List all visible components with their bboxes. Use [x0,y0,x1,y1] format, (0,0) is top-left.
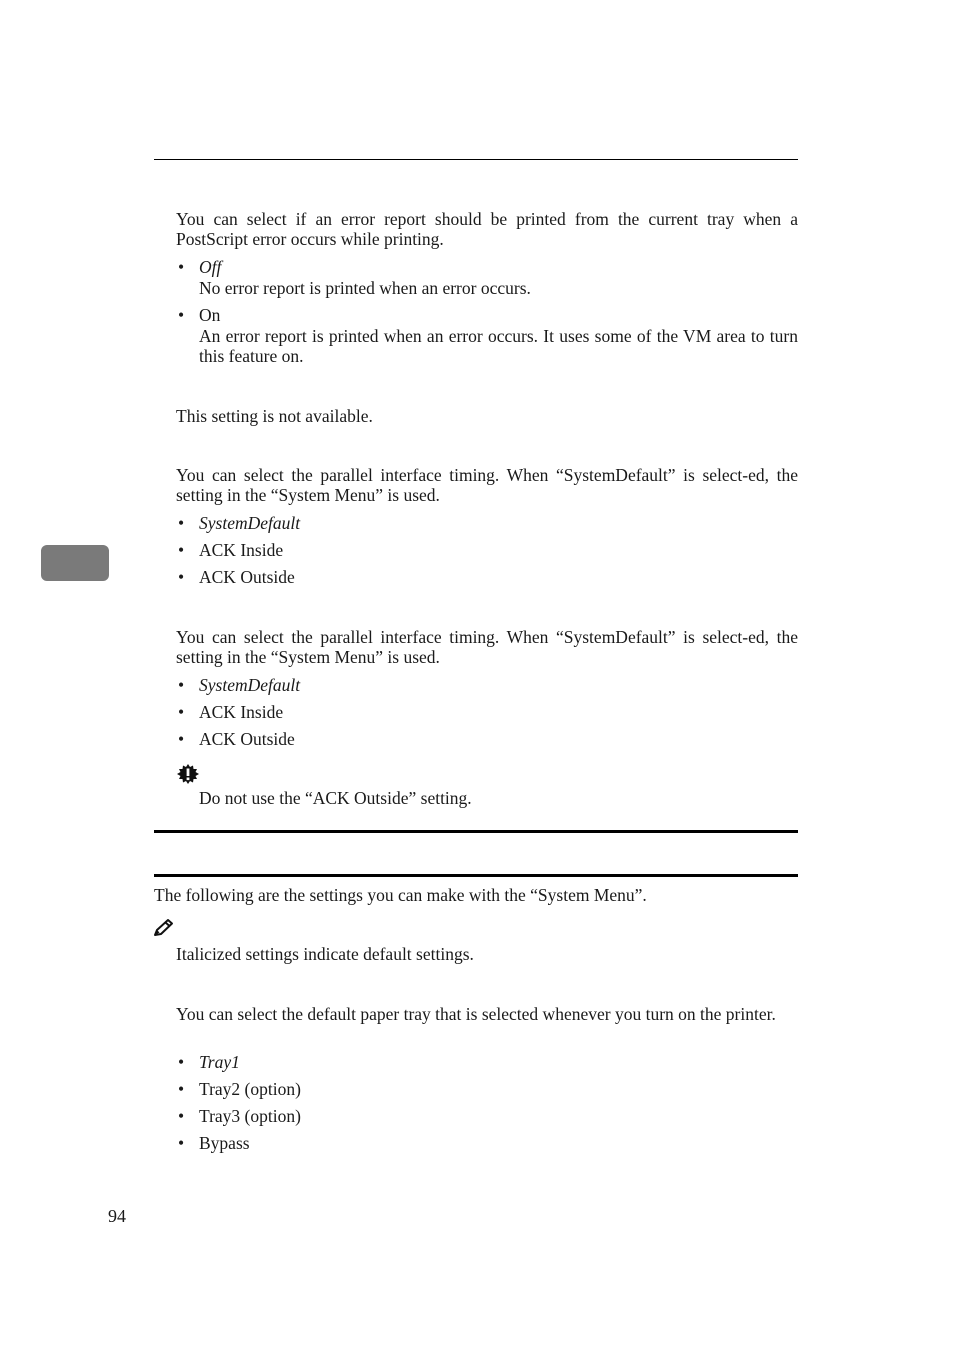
important-icon [176,763,200,785]
header-rule [154,159,798,160]
list-item: ACK Inside [199,702,284,722]
option-on-description: An error report is printed when an error occurs. It uses some of the VM area to turn this feature on. [199,326,798,366]
list-item: SystemDefault [199,513,301,533]
bullet: • [178,1052,185,1072]
list-item: Tray2 (option) [199,1079,301,1099]
section-rule-bottom [154,874,798,877]
bullet: • [178,1079,185,1099]
list-item: ACK Inside [199,540,284,560]
list-item: Tray1 [199,1052,240,1072]
not-available-text: This setting is not available. [176,406,373,426]
bullet: • [178,1133,185,1153]
bullet: • [178,257,185,277]
parallel-timing-intro-2: You can select the parallel interface timing. When “SystemDefault” is select-ed, the setting in the “System Menu” is used. [176,627,798,667]
list-item: SystemDefault [199,675,301,695]
bullet: • [178,305,185,325]
parallel-timing-intro: You can select the parallel interface timing. When “SystemDefault” is select-ed, the setting in the “System Menu” is used. [176,465,798,505]
list-item: Tray3 (option) [199,1106,301,1126]
list-item: Bypass [199,1133,250,1153]
page-number: 94 [108,1206,126,1226]
bullet: • [178,513,185,533]
system-menu-intro: The following are the settings you can make with the “System Menu”. [154,885,647,905]
bullet: • [178,702,185,722]
chapter-tab [41,545,109,581]
list-item: ACK Outside [199,567,295,587]
bullet: • [178,675,185,695]
section-rule-top [154,830,798,833]
default-tray-intro: You can select the default paper tray that is selected whenever you turn on the printer. [176,1004,776,1024]
option-on-label: On [199,305,221,325]
list-item: ACK Outside [199,729,295,749]
error-report-intro: You can select if an error report should be printed from the current tray when a PostScript error occurs while printing. [176,209,798,249]
option-off-label: Off [199,257,222,277]
note-text: Italicized settings indicate default settings. [176,944,474,964]
bullet: • [178,729,185,749]
option-off-description: No error report is printed when an error occurs. [199,278,531,298]
bullet: • [178,1106,185,1126]
bullet: • [178,540,185,560]
bullet: • [178,567,185,587]
note-pencil-icon [153,918,175,938]
important-note: Do not use the “ACK Outside” setting. [199,788,472,808]
